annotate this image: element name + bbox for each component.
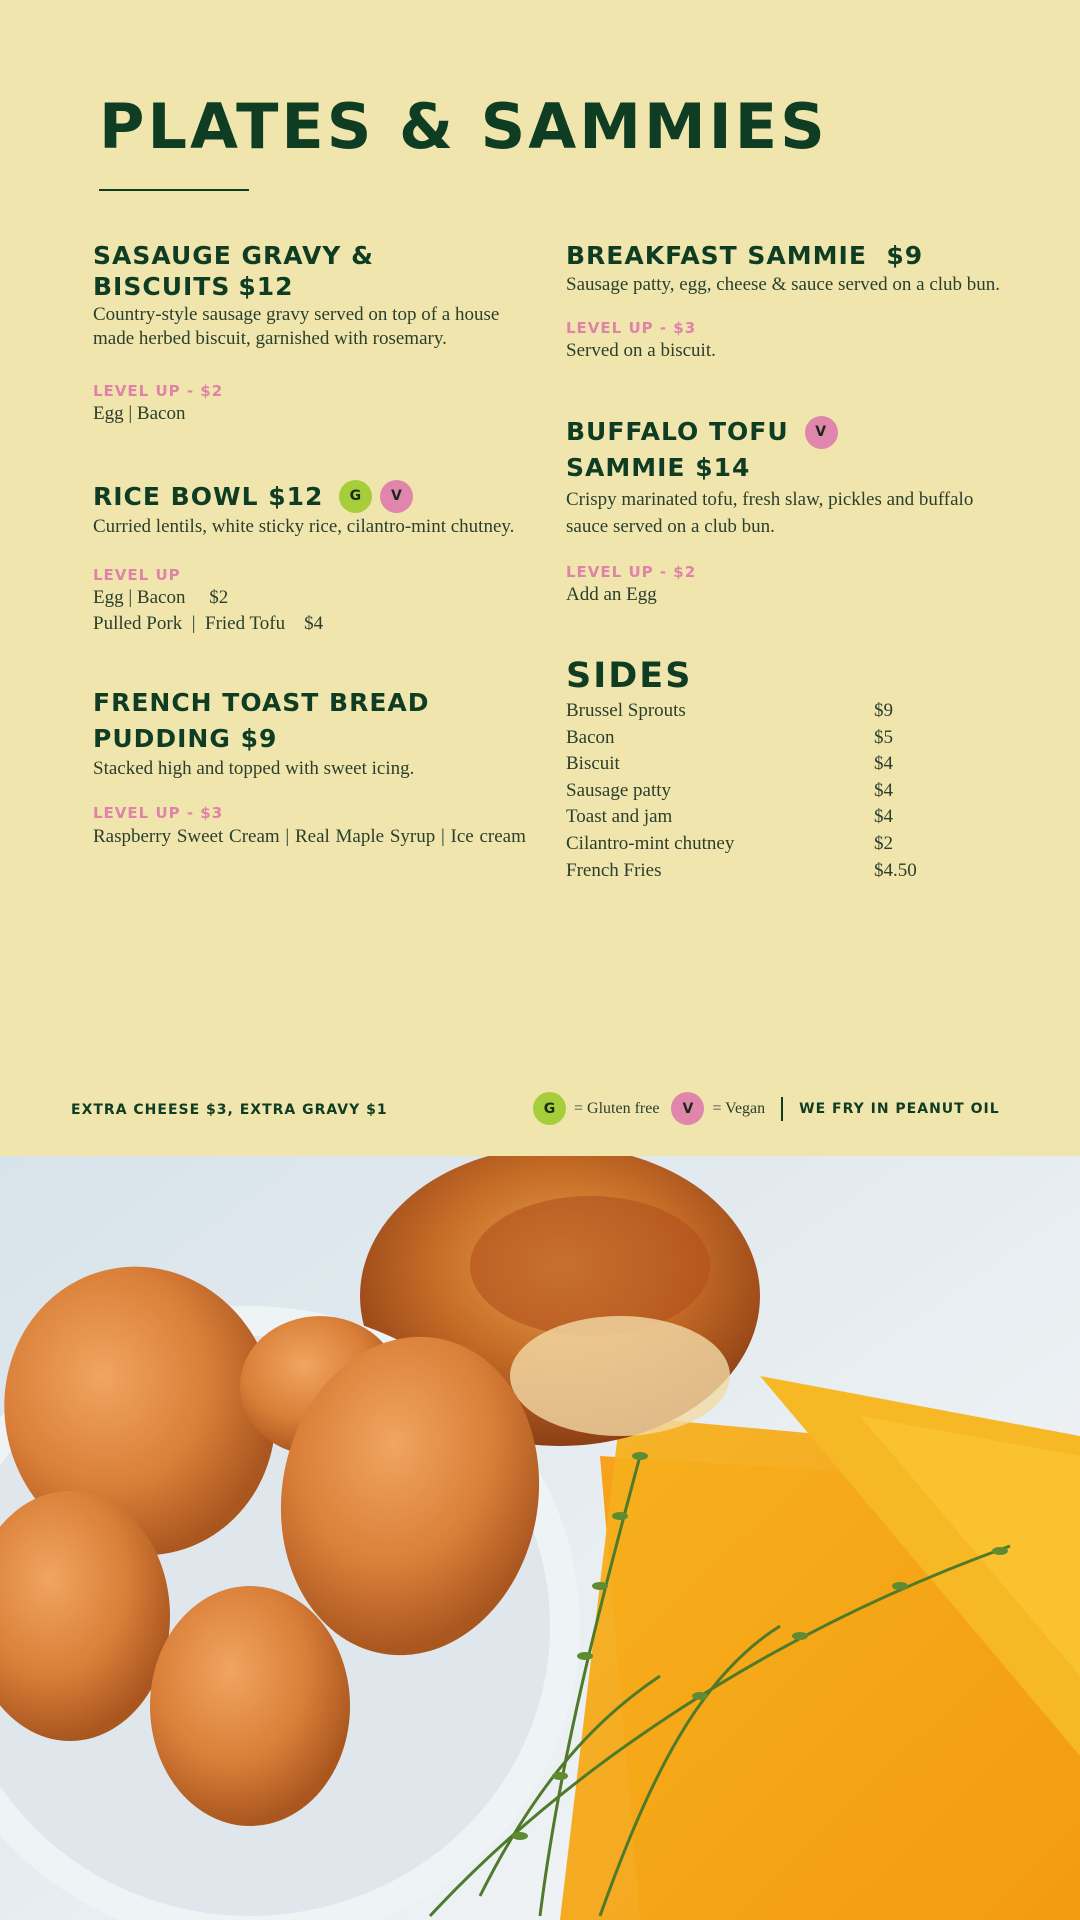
item-title-line: FRENCH TOAST BREAD bbox=[93, 688, 430, 717]
item-description: Country-style sausage gravy served on top of a house made herbed biscuit, garnished with rosemary. bbox=[93, 304, 500, 349]
food-photo bbox=[0, 1156, 1080, 1920]
item-price: $12 bbox=[238, 272, 294, 301]
side-item-price: $4 bbox=[874, 806, 893, 828]
item-title bbox=[93, 240, 533, 302]
vegan-badge: V bbox=[805, 416, 838, 449]
levelup-option: Add an Egg bbox=[566, 584, 657, 605]
levelup-option: Pulled Pork | Fried Tofu $4 bbox=[93, 613, 324, 634]
side-item-name: Toast and jam bbox=[566, 806, 673, 828]
eggs-biscuit-cheese-photo bbox=[0, 1156, 1080, 1920]
item-title: BREAKFAST SAMMIE $9 bbox=[566, 241, 924, 270]
vegan-badge: V bbox=[671, 1092, 704, 1125]
side-item-name: Biscuit bbox=[566, 753, 620, 775]
side-item-price: $2 bbox=[874, 832, 893, 854]
menu-item-buffalo-tofu bbox=[566, 414, 1006, 608]
levelup-label: LEVEL UP - $3 bbox=[566, 319, 697, 337]
side-item bbox=[566, 751, 1006, 778]
menu-item-french-toast bbox=[93, 685, 533, 850]
side-item bbox=[566, 698, 1006, 725]
side-item-price: $4.50 bbox=[874, 859, 917, 881]
levelup-option: Served on a biscuit. bbox=[566, 340, 716, 361]
side-item-price: $4 bbox=[874, 753, 893, 775]
sides-list bbox=[566, 698, 1006, 884]
extras-note: EXTRA CHEESE $3, EXTRA GRAVY $1 bbox=[71, 1102, 388, 1118]
item-title-line: BISCUITS bbox=[93, 272, 231, 301]
item-title-line: PUDDING $9 bbox=[93, 724, 278, 753]
vegan-badge: V bbox=[380, 480, 413, 513]
side-item-price: $5 bbox=[874, 726, 893, 748]
gluten-free-legend-text: = Gluten free bbox=[574, 1099, 660, 1117]
side-item bbox=[566, 725, 1006, 752]
side-item-name: Sausage patty bbox=[566, 779, 672, 801]
levelup-label: LEVEL UP - $2 bbox=[93, 382, 224, 400]
vegan-legend-text: = Vegan bbox=[712, 1099, 766, 1117]
right-column bbox=[566, 240, 1006, 884]
item-title-line: BUFFALO TOFU bbox=[566, 417, 789, 446]
item-description: Stacked high and topped with sweet icing. bbox=[93, 758, 415, 779]
side-item-name: Brussel Sprouts bbox=[566, 700, 686, 721]
side-item bbox=[566, 858, 1006, 885]
item-description: Sausage patty, egg, cheese & sauce served on a club bun. bbox=[566, 274, 1001, 295]
side-item bbox=[566, 778, 1006, 805]
levelup-label: LEVEL UP bbox=[93, 566, 181, 584]
gluten-free-badge: G bbox=[339, 480, 372, 513]
levelup-option: Egg | Bacon $2 bbox=[93, 587, 229, 608]
levelup-option: Egg | Bacon bbox=[93, 403, 186, 424]
item-description: Crispy marinated tofu, fresh slaw, pickles and buffalo sauce served on a club bun. bbox=[566, 489, 974, 537]
side-item bbox=[566, 831, 1006, 858]
levelup-label: LEVEL UP - $3 bbox=[93, 804, 224, 822]
menu-title: PLATES & SAMMIES bbox=[99, 90, 828, 163]
gluten-free-badge: G bbox=[533, 1092, 566, 1125]
sides-section bbox=[566, 656, 1006, 884]
left-column bbox=[93, 240, 533, 850]
side-item-name: Cilantro-mint chutney bbox=[566, 832, 735, 854]
sides-title: SIDES bbox=[566, 656, 693, 696]
menu-item-sausage-gravy bbox=[93, 240, 533, 427]
side-item-name: Bacon bbox=[566, 726, 615, 748]
item-title bbox=[93, 480, 533, 513]
item-title-line: SAMMIE $14 bbox=[566, 453, 751, 482]
legend bbox=[533, 1092, 1000, 1125]
item-title-text: RICE BOWL $12 bbox=[93, 482, 324, 511]
side-item bbox=[566, 804, 1006, 831]
legend-divider bbox=[781, 1097, 783, 1121]
item-title-line: SASAUGE GRAVY & bbox=[93, 241, 374, 270]
levelup-label: LEVEL UP - $2 bbox=[566, 563, 697, 581]
title-underline bbox=[99, 189, 249, 191]
item-title bbox=[93, 685, 533, 757]
item-description: Curried lentils, white sticky rice, cilantro-mint chutney. bbox=[93, 516, 515, 537]
menu-item-breakfast-sammie bbox=[566, 240, 1006, 364]
item-title bbox=[566, 414, 1006, 486]
side-item-price: $4 bbox=[874, 779, 893, 801]
side-item-name: French Fries bbox=[566, 859, 662, 881]
side-item-price: $9 bbox=[874, 700, 893, 721]
menu-item-rice-bowl bbox=[93, 480, 533, 637]
peanut-oil-note: WE FRY IN PEANUT OIL bbox=[799, 1100, 1000, 1117]
levelup-option: Raspberry Sweet Cream | Real Maple Syrup | Ice cream bbox=[93, 826, 526, 847]
